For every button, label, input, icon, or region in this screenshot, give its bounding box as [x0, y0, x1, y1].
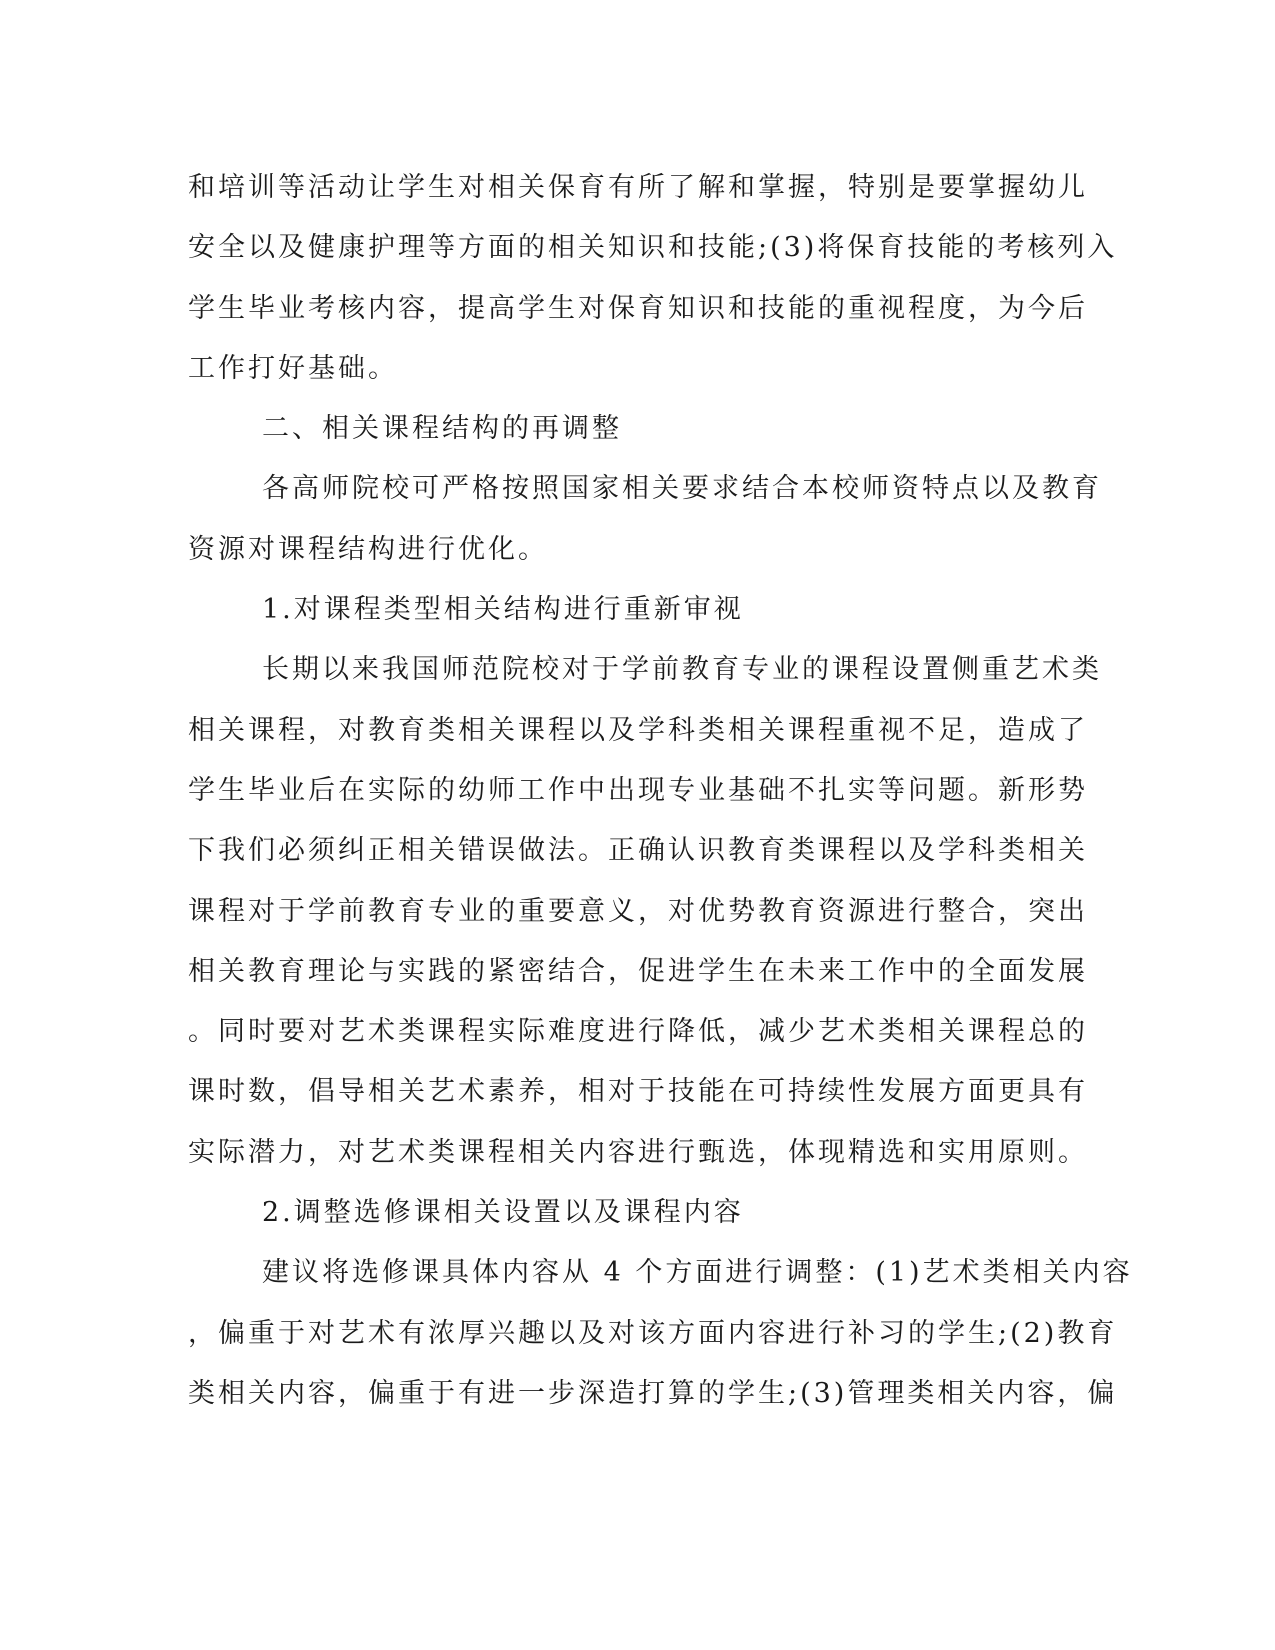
- text-line: 长期以来我国师范院校对于学前教育专业的课程设置侧重艺术类: [262, 654, 1102, 686]
- text-line: 相关课程，对教育类相关课程以及学科类相关课程重视不足，造成了: [188, 714, 1088, 746]
- text-line: 资源对课程结构进行优化。: [188, 533, 548, 565]
- text-line: 类相关内容，偏重于有进一步深造打算的学生;(3)管理类相关内容，偏: [188, 1377, 1118, 1409]
- subsection-heading: 1.对课程类型相关结构进行重新审视: [262, 594, 744, 626]
- text-line: 。同时要对艺术类课程实际难度进行降低，减少艺术类相关课程总的: [188, 1016, 1088, 1048]
- text-line: 建议将选修课具体内容从 4 个方面进行调整：(1)艺术类相关内容: [262, 1257, 1133, 1289]
- text-line: 工作打好基础。: [188, 352, 398, 384]
- text-line: 和培训等活动让学生对相关保育有所了解和掌握，特别是要掌握幼儿: [188, 172, 1088, 203]
- text-line: 课程对于学前教育专业的重要意义，对优势教育资源进行整合，突出: [188, 895, 1088, 927]
- text-line: 相关教育理论与实践的紧密结合，促进学生在未来工作中的全面发展: [188, 955, 1088, 987]
- text-line: 学生毕业考核内容，提高学生对保育知识和技能的重视程度，为今后: [188, 292, 1088, 324]
- section-heading: 二、相关课程结构的再调整: [262, 413, 622, 445]
- text-line: 学生毕业后在实际的幼师工作中出现专业基础不扎实等问题。新形势: [188, 774, 1088, 806]
- subsection-heading: 2.调整选修课相关设置以及课程内容: [262, 1197, 744, 1229]
- text-line: 实际潜力，对艺术类课程相关内容进行甄选，体现精选和实用原则。: [188, 1136, 1088, 1168]
- document-body: [188, 158, 1133, 1424]
- text-line: 安全以及健康护理等方面的相关知识和技能;(3)将保育技能的考核列入: [188, 232, 1118, 264]
- text-line: ，偏重于对艺术有浓厚兴趣以及对该方面内容进行补习的学生;(2)教育: [188, 1317, 1118, 1349]
- text-line: 各高师院校可严格按照国家相关要求结合本校师资特点以及教育: [262, 473, 1102, 505]
- text-line: 下我们必须纠正相关错误做法。正确认识教育类课程以及学科类相关: [188, 835, 1088, 867]
- text-line: 课时数，倡导相关艺术素养，相对于技能在可持续性发展方面更具有: [188, 1076, 1088, 1108]
